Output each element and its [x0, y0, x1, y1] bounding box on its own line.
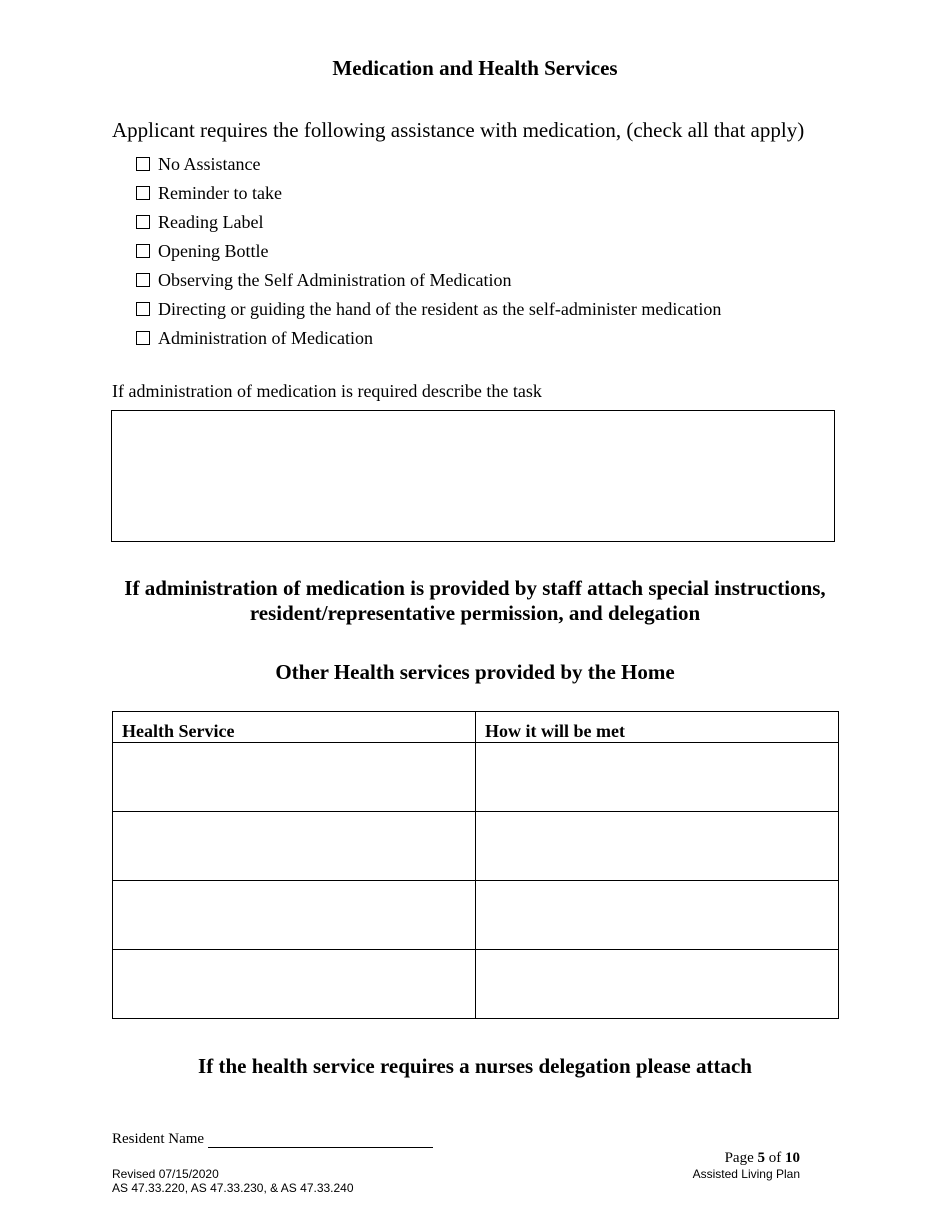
health-services-table — [112, 711, 839, 1019]
table-row — [113, 812, 839, 881]
page-title: Medication and Health Services — [332, 56, 618, 80]
page-of: of — [768, 1150, 782, 1166]
page-prefix: Page — [724, 1150, 754, 1166]
column-header-how-met: How it will be met — [476, 712, 839, 743]
checkbox[interactable] — [136, 215, 150, 229]
table-row — [113, 743, 839, 812]
medication-question: Applicant requires the following assistance with medication, (check all that apply) — [112, 118, 805, 142]
staff-note-line-1: If administration of medication is provided by staff attach special instructions, — [124, 576, 826, 600]
page-current: 5 — [757, 1150, 765, 1166]
health-service-cell[interactable] — [113, 812, 476, 881]
checkbox[interactable] — [136, 244, 150, 258]
health-service-cell[interactable] — [113, 950, 476, 1019]
staff-instructions-note — [100, 576, 850, 626]
option-reminder — [136, 179, 721, 208]
plan-name: Assisted Living Plan — [692, 1167, 800, 1181]
column-header-health-service: Health Service — [113, 712, 476, 743]
resident-name-input[interactable] — [208, 1133, 433, 1148]
describe-task-field[interactable] — [111, 410, 835, 542]
how-met-cell[interactable] — [476, 812, 839, 881]
checkbox[interactable] — [136, 273, 150, 287]
page-number — [725, 1150, 800, 1167]
option-observing — [136, 266, 721, 295]
option-opening-bottle — [136, 237, 721, 266]
how-met-cell[interactable] — [476, 950, 839, 1019]
option-reading-label — [136, 208, 721, 237]
resident-name-label: Resident Name — [112, 1131, 205, 1147]
option-label: Opening Bottle — [158, 241, 269, 261]
option-label: Directing or guiding the hand of the resident as the self-administer medication — [158, 299, 722, 319]
medication-options — [136, 150, 721, 353]
checkbox[interactable] — [136, 331, 150, 345]
table-row — [113, 950, 839, 1019]
checkbox[interactable] — [136, 157, 150, 171]
option-directing — [136, 295, 721, 324]
option-label: Reading Label — [158, 212, 264, 232]
option-label: No Assistance — [158, 154, 261, 174]
how-met-cell[interactable] — [476, 881, 839, 950]
option-label: Administration of Medication — [158, 328, 373, 348]
staff-note-line-2: resident/representative permission, and delegation — [249, 601, 701, 625]
checkbox[interactable] — [136, 186, 150, 200]
how-met-cell[interactable] — [476, 743, 839, 812]
health-service-cell[interactable] — [113, 743, 476, 812]
footer-revision-info — [112, 1167, 354, 1195]
option-label: Observing the Self Administration of Medication — [158, 270, 512, 290]
option-label: Reminder to take — [158, 183, 282, 203]
table-header-row — [113, 712, 839, 743]
describe-task-label: If administration of medication is required describe the task — [112, 381, 542, 401]
nurse-delegation-note: If the health service requires a nurses delegation please attach — [198, 1054, 752, 1078]
option-no-assistance — [136, 150, 721, 179]
revised-date: Revised 07/15/2020 — [112, 1167, 219, 1181]
other-services-heading: Other Health services provided by the Home — [275, 660, 675, 684]
resident-name-field — [112, 1131, 433, 1148]
table-row — [113, 881, 839, 950]
option-administration — [136, 324, 721, 353]
checkbox[interactable] — [136, 302, 150, 316]
statutes: AS 47.33.220, AS 47.33.230, & AS 47.33.240 — [112, 1181, 354, 1195]
health-service-cell[interactable] — [113, 881, 476, 950]
page-total: 10 — [785, 1150, 800, 1166]
